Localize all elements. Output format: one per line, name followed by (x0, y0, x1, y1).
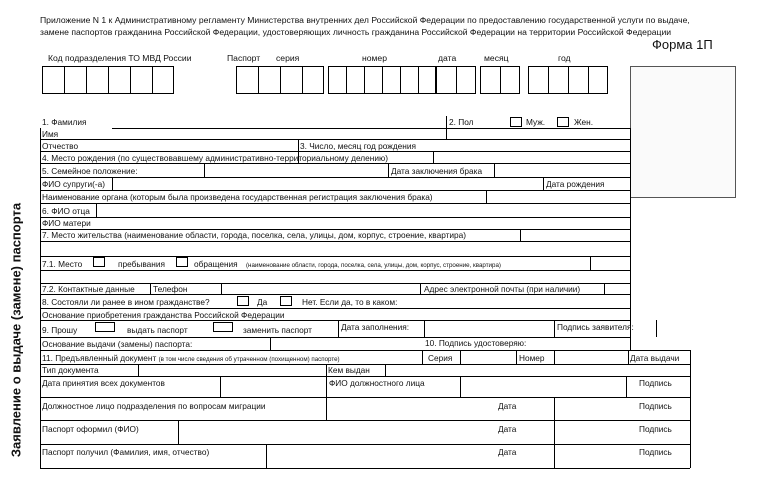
spouse-label: ФИО супруги(-а) (42, 179, 106, 189)
month-cell[interactable] (500, 66, 520, 94)
number-cell[interactable] (400, 66, 418, 94)
name-label: Имя (42, 129, 59, 139)
birth-place-label: 4. Место рождения (по существовавшему административно-территориальному делению) (42, 153, 388, 163)
presented-doc-label: 11. Предъявленный документ (в том числе сведения об утраченном (похищенном) паспорте) (42, 353, 340, 363)
migration-official-label: Должностное лицо подразделения по вопросам миграции (42, 401, 266, 411)
issue-basis-label: Основание выдачи (замены) паспорта: (42, 339, 193, 349)
series-cell[interactable] (302, 66, 324, 94)
passport-prepared-label: Паспорт оформил (ФИО) (42, 424, 139, 434)
code-cell[interactable] (130, 66, 152, 94)
appeal-place-checkbox[interactable] (176, 257, 188, 267)
father-label: 6. ФИО отца (42, 206, 90, 216)
signature-label-1: Подпись (639, 378, 672, 388)
stay-place-checkbox[interactable] (93, 257, 105, 267)
appeal-label: обращения (194, 259, 238, 269)
marital-status-label: 5. Семейное положение: (42, 166, 138, 176)
acquisition-basis-label: Основание приобретения гражданства Российской Федерации (42, 310, 285, 320)
regulation-header: Приложение N 1 к Административному регламенту Министерства внутренних дел Российской Федерации по предоставлению государственной услуги по выдаче, замене паспортов гражданина Российской Федерации, удостоверяющих личность гражданина Российской Федерации на территории Российской Федерации (40, 15, 690, 38)
series-label: серия (276, 53, 300, 63)
series-cell[interactable] (258, 66, 280, 94)
code-cell[interactable] (86, 66, 108, 94)
male-label: Муж. (526, 117, 546, 127)
replace-passport-checkbox[interactable] (213, 322, 233, 332)
issued-by-label: Кем выдан (328, 365, 370, 375)
signature-label-2: Подпись (639, 401, 672, 411)
presented-doc-hint: (в том числе сведения об утраченном (похищенном) паспорте) (158, 356, 340, 363)
issue-passport-checkbox[interactable] (95, 322, 115, 332)
citizenship-no-checkbox[interactable] (280, 296, 292, 306)
number-cell[interactable] (418, 66, 436, 94)
year-cell[interactable] (568, 66, 588, 94)
citizenship-yes-checkbox[interactable] (237, 296, 249, 306)
unit-code-label: Код подразделения ТО МВД России (48, 53, 192, 63)
passport-received-label: Паспорт получил (Фамилия, имя, отчество) (42, 447, 210, 457)
other-citizenship-label: 8. Состояли ли ранее в ином гражданстве? (42, 297, 210, 307)
request-label: 9. Прошу (42, 325, 78, 335)
code-cell[interactable] (42, 66, 64, 94)
day-cell[interactable] (456, 66, 476, 94)
doc-type-label: Тип документа (42, 365, 99, 375)
sig-certify-label: 10. Подпись удостоверяю: (425, 338, 527, 348)
sex-male-checkbox[interactable] (510, 117, 522, 127)
year-label: год (558, 53, 571, 63)
phone-label: Телефон (153, 284, 188, 294)
signature-label-3: Подпись (639, 424, 672, 434)
email-label: Адрес электронной почты (при наличии) (424, 284, 581, 294)
year-cell[interactable] (548, 66, 568, 94)
surname-label: 1. Фамилия (42, 117, 87, 127)
year-cell[interactable] (588, 66, 608, 94)
stay-hint: (наименование области, города, поселка, села, улицы, дом, корпус, строение, квартира) (246, 262, 501, 269)
passport-label: Паспорт (227, 53, 261, 63)
year-cell[interactable] (528, 66, 548, 94)
date-label-1: Дата (498, 401, 517, 411)
fill-date-label: Дата заполнения: (341, 322, 410, 332)
doc-number-label: Номер (519, 353, 545, 363)
number-cell[interactable] (328, 66, 346, 94)
number-cell[interactable] (364, 66, 382, 94)
signature-label-4: Подпись (639, 447, 672, 457)
marriage-date-label: Дата заключения брака (391, 166, 483, 176)
date-label-2: Дата (498, 424, 517, 434)
date-label: дата (438, 53, 457, 63)
form-number: Форма 1П (652, 37, 713, 52)
docs-accepted-label: Дата принятия всех документов (42, 378, 165, 388)
mother-label: ФИО матери (42, 218, 91, 228)
patronymic-label: Отчество (42, 141, 79, 151)
number-label: номер (362, 53, 387, 63)
stay-label: пребывания (118, 259, 165, 269)
birth-date-label: 3. Число, месяц год рождения (300, 141, 416, 151)
citizenship-yes-label: Да (257, 297, 268, 307)
month-label: месяц (484, 53, 509, 63)
number-cell[interactable] (382, 66, 400, 94)
day-cell[interactable] (436, 66, 456, 94)
month-cell[interactable] (480, 66, 500, 94)
stay-place-label: 7.1. Место (42, 259, 83, 269)
spouse-birth-label: Дата рождения (546, 179, 605, 189)
applicant-signature-label: Подпись заявителя: (557, 322, 634, 332)
code-cell[interactable] (152, 66, 174, 94)
series-cell[interactable] (280, 66, 302, 94)
sex-female-checkbox[interactable] (557, 117, 569, 127)
side-title: Заявление о выдаче (замене) паспорта (8, 202, 24, 458)
registry-office-label: Наименование органа (которым была произведена государственная регистрация заключения брака) (42, 192, 433, 202)
replace-passport-label: заменить паспорт (243, 325, 312, 335)
issue-passport-label: выдать паспорт (127, 325, 188, 335)
female-label: Жен. (574, 117, 594, 127)
code-cell[interactable] (64, 66, 86, 94)
photo-area (630, 66, 736, 198)
code-cell[interactable] (108, 66, 130, 94)
sex-label: 2. Пол (449, 117, 474, 127)
citizenship-no-label: Нет. Если да, то в каком: (302, 297, 398, 307)
date-label-3: Дата (498, 447, 517, 457)
residence-label: 7. Место жительства (наименование области, города, поселка, села, улицы, дом, корпус, строение, квартира) (42, 230, 467, 240)
doc-series-label: Серия (428, 353, 453, 363)
official-name-label: ФИО должностного лица (329, 378, 425, 388)
series-cell[interactable] (236, 66, 258, 94)
contacts-label: 7.2. Контактные данные (42, 284, 135, 294)
number-cell[interactable] (346, 66, 364, 94)
doc-issue-date-label: Дата выдачи (630, 353, 680, 363)
